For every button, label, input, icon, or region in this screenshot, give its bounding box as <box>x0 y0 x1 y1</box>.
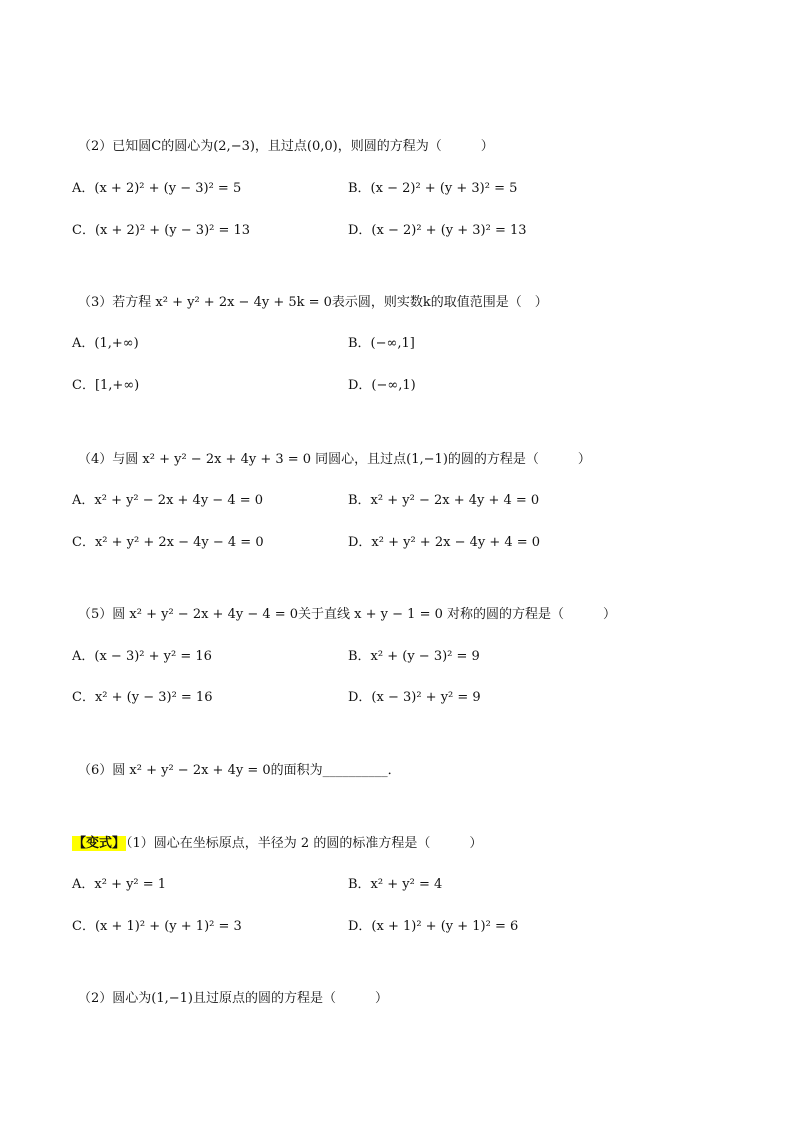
q4-option-c: C．x² + y² + 2x − 4y − 4 = 0 <box>72 535 264 550</box>
variant-q1-stem: （1）圆心在坐标原点，半径为 2 的圆的标准方程是（ ） <box>126 836 483 851</box>
variant-q1-row <box>72 835 482 853</box>
q5-stem: （5）圆 x² + y² − 2x + 4y − 4 = 0关于直线 x + y − 1 = 0 对称的圆的方程是（ ） <box>78 607 617 622</box>
variant-q1-option-d: D．(x + 1)² + (y + 1)² = 6 <box>348 919 519 934</box>
q4-option-b: B．x² + y² − 2x + 4y + 4 = 0 <box>348 493 540 508</box>
q2-option-d: D．(x − 2)² + (y + 3)² = 13 <box>348 223 527 238</box>
q5-option-b: B．x² + (y − 3)² = 9 <box>348 649 480 664</box>
q5-option-c: C．x² + (y − 3)² = 16 <box>72 690 213 705</box>
q3-stem: （3）若方程 x² + y² + 2x − 4y + 5k = 0表示圆，则实数k的取值范围是（ ） <box>78 295 548 310</box>
q2-stem: （2）已知圆C的圆心为(2,−3)，且过点(0,0)，则圆的方程为（ ） <box>78 139 494 154</box>
variant-q2-stem: （2）圆心为(1,−1)且过原点的圆的方程是（ ） <box>78 991 388 1006</box>
variant-q1-option-a: A．x² + y² = 1 <box>72 877 167 892</box>
q4-stem: （4）与圆 x² + y² − 2x + 4y + 3 = 0 同圆心，且过点(1,−1)的圆的方程是（ ） <box>78 452 591 467</box>
variant-q1-option-b: B．x² + y² = 4 <box>348 877 443 892</box>
q5-option-a: A．(x − 3)² + y² = 16 <box>72 649 212 664</box>
q4-option-a: A．x² + y² − 2x + 4y − 4 = 0 <box>72 493 264 508</box>
variant-q1-option-c: C．(x + 1)² + (y + 1)² = 3 <box>72 919 242 934</box>
q4-option-d: D．x² + y² + 2x − 4y + 4 = 0 <box>348 535 541 550</box>
q3-option-c: C．[1,+∞) <box>72 378 140 393</box>
q3-option-d: D．(−∞,1) <box>348 378 416 393</box>
q5-option-d: D．(x − 3)² + y² = 9 <box>348 690 481 705</box>
q3-option-b: B．(−∞,1] <box>348 336 415 351</box>
q6-stem: （6）圆 x² + y² − 2x + 4y = 0的面积为__________． <box>78 763 401 778</box>
q3-option-a: A．(1,+∞) <box>72 336 139 351</box>
q2-option-a: A．(x + 2)² + (y − 3)² = 5 <box>72 181 242 196</box>
q2-option-b: B．(x − 2)² + (y + 3)² = 5 <box>348 181 518 196</box>
q2-option-c: C．(x + 2)² + (y − 3)² = 13 <box>72 223 251 238</box>
variant-tag: 【变式】 <box>73 836 126 851</box>
